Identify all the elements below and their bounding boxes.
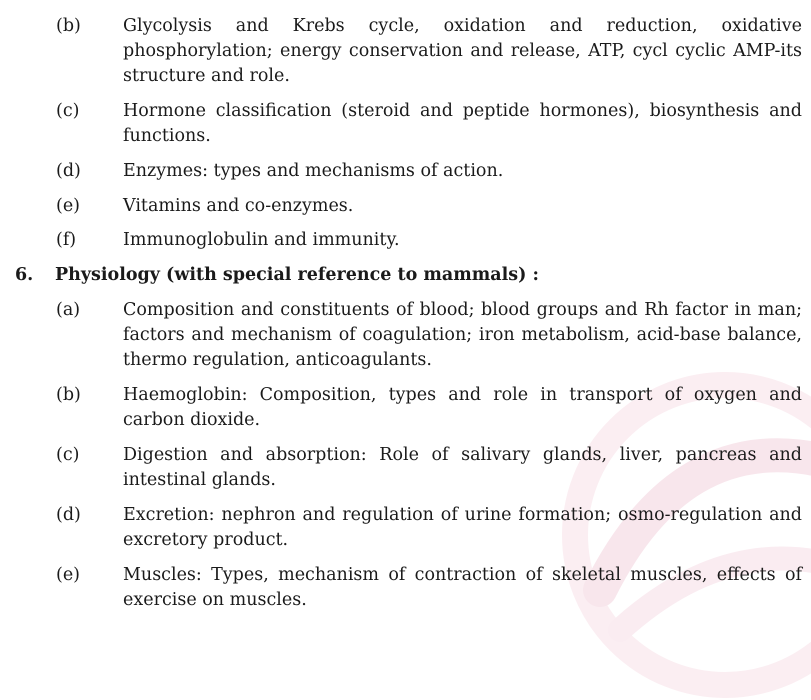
item-label: (b)	[56, 16, 81, 36]
item-text: Hormone classification (steroid and peptide hormones), biosynthesis and functions.	[123, 101, 802, 146]
item-text: Digestion and absorption: Role of salivary glands, liver, pancreas and intestinal glands.	[123, 445, 802, 490]
item-label: (a)	[56, 300, 81, 320]
item-text: Immunoglobulin and immunity.	[123, 230, 400, 250]
item-label: (e)	[56, 196, 81, 216]
item-text: Excretion: nephron and regulation of urine formation; osmo-regulation and excretory product.	[123, 505, 802, 550]
item-text: Enzymes: types and mechanisms of action.	[123, 161, 504, 181]
item-text: Glycolysis and Krebs cycle, oxidation and reduction, oxidative phosphorylation; energy conservation and release, ATP, cycl cyclic AMP-its structure and role.	[123, 16, 802, 86]
section-title: Physiology (with special reference to mammals) :	[55, 265, 539, 285]
item-label: (c)	[56, 445, 80, 465]
item-label: (d)	[56, 161, 81, 181]
item-label: (b)	[56, 385, 81, 405]
item-text: Composition and constituents of blood; blood groups and Rh factor in man; factors and mechanism of coagulation; iron metabolism, acid-base balance, thermo regulation, anticoagulants.	[123, 300, 802, 370]
item-label: (f)	[56, 230, 77, 250]
item-text: Vitamins and co-enzymes.	[123, 196, 354, 216]
item-label: (e)	[56, 565, 81, 585]
item-text: Muscles: Types, mechanism of contraction of skeletal muscles, effects of exercise on muscles.	[123, 565, 802, 610]
item-label: (c)	[56, 101, 80, 121]
section-heading	[15, 263, 539, 288]
section-number: 6.	[15, 265, 34, 285]
item-label: (d)	[56, 505, 81, 525]
item-text: Haemoglobin: Composition, types and role in transport of oxygen and carbon dioxide.	[123, 385, 802, 430]
